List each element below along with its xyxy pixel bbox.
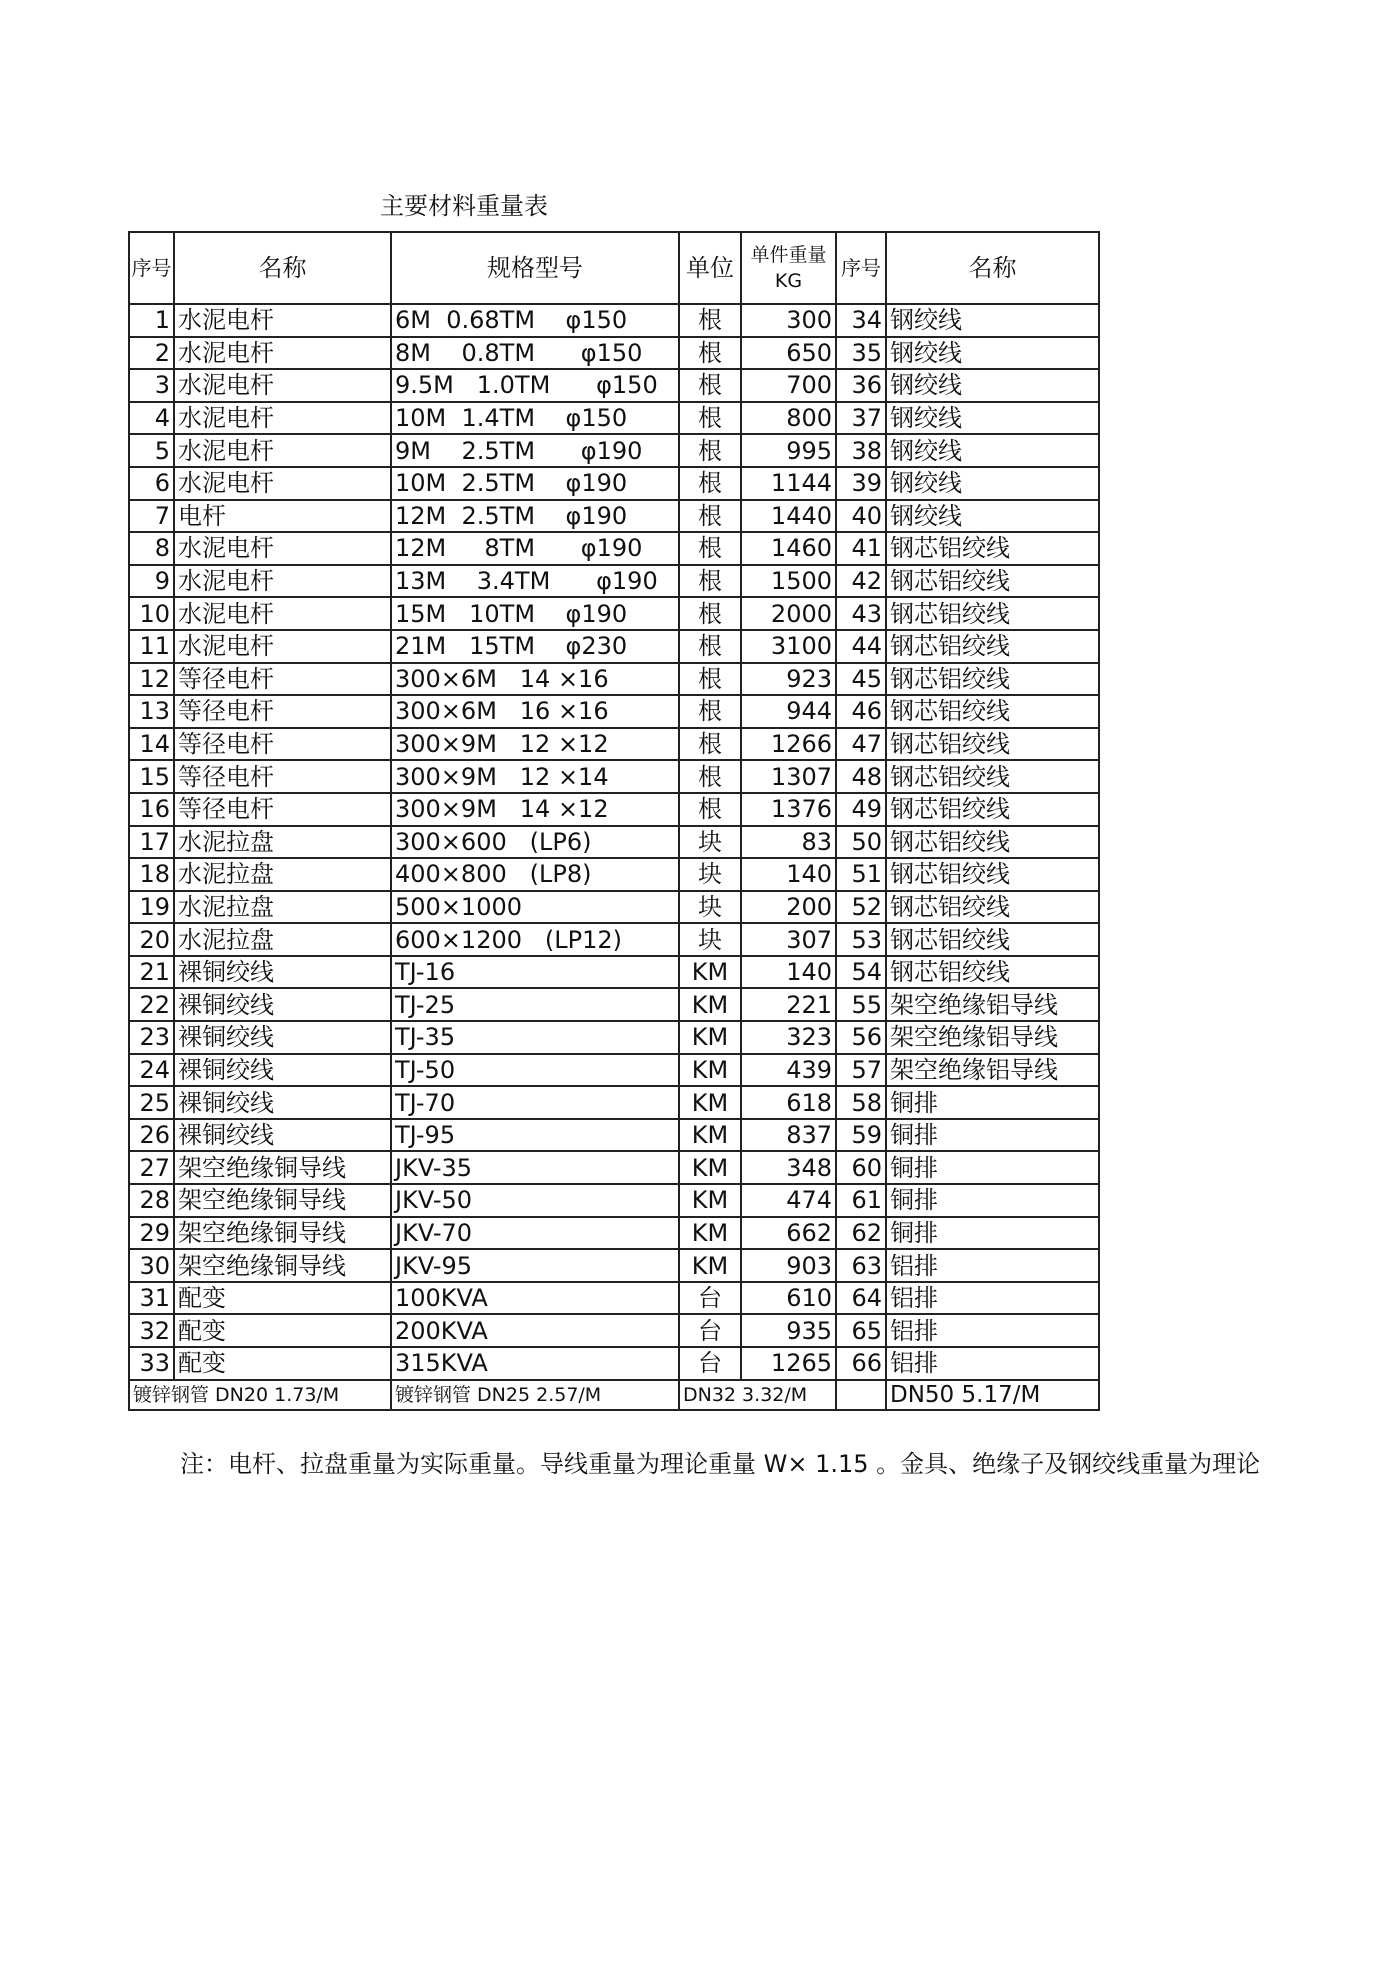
row-unit: 根: [679, 630, 741, 663]
row-name: 等径电杆: [174, 695, 391, 728]
row-name-2: 钢芯铝绞线: [886, 532, 1099, 565]
row-name-2: 铜排: [886, 1217, 1099, 1250]
row-weight: 474: [741, 1184, 836, 1217]
row-weight: 140: [741, 858, 836, 891]
row-spec: 21M 15TM φ230: [391, 630, 679, 663]
table-row: [129, 1347, 1099, 1380]
table-title: 主要材料重量表: [380, 192, 548, 220]
row-seq-2: 42: [836, 565, 886, 598]
row-name: 裸铜绞线: [174, 988, 391, 1021]
table-row: [129, 826, 1099, 859]
table-row: [129, 891, 1099, 924]
row-name-2: 钢绞线: [886, 337, 1099, 370]
table-row: [129, 956, 1099, 989]
header-row: [129, 232, 1099, 304]
row-seq: 14: [129, 728, 174, 761]
row-name-2: 铝排: [886, 1249, 1099, 1282]
row-seq: 27: [129, 1151, 174, 1184]
row-spec: TJ-25: [391, 988, 679, 1021]
row-spec: 300×9M 12 ×12: [391, 728, 679, 761]
row-spec: JKV-95: [391, 1249, 679, 1282]
row-name: 裸铜绞线: [174, 1086, 391, 1119]
row-spec: 10M 2.5TM φ190: [391, 467, 679, 500]
row-spec: 9.5M 1.0TM φ150: [391, 369, 679, 402]
row-seq-2: 48: [836, 760, 886, 793]
row-seq: 3: [129, 369, 174, 402]
row-seq-2: 35: [836, 337, 886, 370]
table-row: [129, 467, 1099, 500]
row-seq-2: 47: [836, 728, 886, 761]
table-row: [129, 304, 1099, 337]
row-weight: 1144: [741, 467, 836, 500]
table-row: [129, 402, 1099, 435]
row-name: 等径电杆: [174, 793, 391, 826]
row-spec: TJ-35: [391, 1021, 679, 1054]
row-unit: 根: [679, 532, 741, 565]
row-weight: 618: [741, 1086, 836, 1119]
row-spec: 300×9M 12 ×14: [391, 760, 679, 793]
row-weight: 323: [741, 1021, 836, 1054]
row-seq: 24: [129, 1054, 174, 1087]
row-weight: 1460: [741, 532, 836, 565]
row-seq-2: 41: [836, 532, 886, 565]
row-weight: 662: [741, 1217, 836, 1250]
footer-pipe-dn50: DN50 5.17/M: [886, 1380, 1099, 1410]
table-row: [129, 1184, 1099, 1217]
row-name: 架空绝缘铜导线: [174, 1151, 391, 1184]
row-name-2: 钢绞线: [886, 304, 1099, 337]
row-unit: 台: [679, 1282, 741, 1315]
table-row: [129, 1021, 1099, 1054]
row-unit: 根: [679, 304, 741, 337]
row-name: 水泥电杆: [174, 467, 391, 500]
table-row: [129, 1151, 1099, 1184]
row-unit: KM: [679, 1151, 741, 1184]
row-name-2: 钢芯铝绞线: [886, 565, 1099, 598]
row-spec: 9M 2.5TM φ190: [391, 434, 679, 467]
row-unit: 根: [679, 793, 741, 826]
footer-blank: [836, 1380, 886, 1410]
row-name-2: 钢绞线: [886, 434, 1099, 467]
row-name: 水泥电杆: [174, 630, 391, 663]
row-weight: 903: [741, 1249, 836, 1282]
header-seq: 序号: [129, 232, 174, 304]
row-name-2: 铝排: [886, 1282, 1099, 1315]
row-unit: 块: [679, 923, 741, 956]
row-name: 配变: [174, 1282, 391, 1315]
row-spec: JKV-50: [391, 1184, 679, 1217]
row-seq-2: 65: [836, 1314, 886, 1347]
footer-pipe-dn25: 镀锌钢管 DN25 2.57/M: [391, 1380, 679, 1410]
row-unit: 根: [679, 467, 741, 500]
row-weight: 1376: [741, 793, 836, 826]
row-unit: 根: [679, 402, 741, 435]
row-seq-2: 46: [836, 695, 886, 728]
header-name-2: 名称: [886, 232, 1099, 304]
table-row: [129, 1119, 1099, 1152]
row-name-2: 钢芯铝绞线: [886, 793, 1099, 826]
row-weight: 1265: [741, 1347, 836, 1380]
row-seq: 12: [129, 663, 174, 696]
row-seq-2: 61: [836, 1184, 886, 1217]
row-name-2: 架空绝缘铝导线: [886, 1021, 1099, 1054]
header-name: 名称: [174, 232, 391, 304]
row-unit: 块: [679, 826, 741, 859]
table-row: [129, 630, 1099, 663]
row-seq-2: 62: [836, 1217, 886, 1250]
row-name: 水泥拉盘: [174, 858, 391, 891]
row-weight: 307: [741, 923, 836, 956]
row-seq-2: 60: [836, 1151, 886, 1184]
row-spec: 315KVA: [391, 1347, 679, 1380]
table-row: [129, 1282, 1099, 1315]
row-seq-2: 53: [836, 923, 886, 956]
row-seq: 7: [129, 500, 174, 533]
row-seq: 16: [129, 793, 174, 826]
row-seq-2: 56: [836, 1021, 886, 1054]
row-unit: 根: [679, 760, 741, 793]
row-name-2: 钢绞线: [886, 369, 1099, 402]
row-weight: 2000: [741, 597, 836, 630]
table-row: [129, 1249, 1099, 1282]
row-spec: 300×600 (LP6): [391, 826, 679, 859]
footer-pipe-dn32: DN32 3.32/M: [679, 1380, 836, 1410]
row-weight: 1500: [741, 565, 836, 598]
row-spec: 15M 10TM φ190: [391, 597, 679, 630]
row-name: 裸铜绞线: [174, 956, 391, 989]
table-row: [129, 532, 1099, 565]
table-row: [129, 663, 1099, 696]
row-weight: 610: [741, 1282, 836, 1315]
row-name: 等径电杆: [174, 728, 391, 761]
table-row: [129, 1314, 1099, 1347]
row-name: 水泥电杆: [174, 565, 391, 598]
row-weight: 300: [741, 304, 836, 337]
row-seq: 1: [129, 304, 174, 337]
row-name-2: 架空绝缘铝导线: [886, 988, 1099, 1021]
row-weight: 1266: [741, 728, 836, 761]
row-seq-2: 39: [836, 467, 886, 500]
row-name-2: 铜排: [886, 1184, 1099, 1217]
row-seq: 25: [129, 1086, 174, 1119]
row-seq: 5: [129, 434, 174, 467]
row-unit: KM: [679, 1086, 741, 1119]
row-seq: 17: [129, 826, 174, 859]
row-name-2: 钢芯铝绞线: [886, 891, 1099, 924]
row-seq: 23: [129, 1021, 174, 1054]
table-row: [129, 793, 1099, 826]
row-name: 架空绝缘铜导线: [174, 1184, 391, 1217]
row-weight: 700: [741, 369, 836, 402]
table-body: [129, 304, 1099, 1380]
row-spec: JKV-70: [391, 1217, 679, 1250]
row-name-2: 钢芯铝绞线: [886, 956, 1099, 989]
row-unit: 块: [679, 858, 741, 891]
row-spec: 10M 1.4TM φ150: [391, 402, 679, 435]
row-weight: 944: [741, 695, 836, 728]
row-unit: 台: [679, 1314, 741, 1347]
row-seq-2: 58: [836, 1086, 886, 1119]
table-row: [129, 760, 1099, 793]
row-spec: 300×6M 14 ×16: [391, 663, 679, 696]
row-weight: 221: [741, 988, 836, 1021]
row-unit: 台: [679, 1347, 741, 1380]
row-seq-2: 38: [836, 434, 886, 467]
row-name: 水泥电杆: [174, 402, 391, 435]
row-unit: 根: [679, 663, 741, 696]
row-spec: 400×800 (LP8): [391, 858, 679, 891]
table-row: [129, 337, 1099, 370]
row-seq-2: 50: [836, 826, 886, 859]
row-weight: 348: [741, 1151, 836, 1184]
row-spec: 200KVA: [391, 1314, 679, 1347]
row-unit: 根: [679, 500, 741, 533]
header-unit: 单位: [679, 232, 741, 304]
row-name: 等径电杆: [174, 663, 391, 696]
row-seq: 6: [129, 467, 174, 500]
row-seq: 22: [129, 988, 174, 1021]
row-seq-2: 43: [836, 597, 886, 630]
row-spec: 6M 0.68TM φ150: [391, 304, 679, 337]
row-name: 水泥拉盘: [174, 826, 391, 859]
row-unit: 根: [679, 728, 741, 761]
row-unit: 根: [679, 337, 741, 370]
row-name: 水泥拉盘: [174, 891, 391, 924]
row-seq: 8: [129, 532, 174, 565]
row-seq-2: 54: [836, 956, 886, 989]
row-weight: 800: [741, 402, 836, 435]
row-name: 水泥电杆: [174, 369, 391, 402]
row-seq-2: 37: [836, 402, 886, 435]
row-seq: 2: [129, 337, 174, 370]
row-spec: 13M 3.4TM φ190: [391, 565, 679, 598]
row-name-2: 钢芯铝绞线: [886, 695, 1099, 728]
row-seq-2: 52: [836, 891, 886, 924]
header-spec: 规格型号: [391, 232, 679, 304]
row-seq: 21: [129, 956, 174, 989]
row-name-2: 钢绞线: [886, 500, 1099, 533]
table-row: [129, 500, 1099, 533]
table-row: [129, 597, 1099, 630]
table-row: [129, 695, 1099, 728]
row-spec: 500×1000: [391, 891, 679, 924]
row-weight: 923: [741, 663, 836, 696]
row-name: 裸铜绞线: [174, 1119, 391, 1152]
row-unit: KM: [679, 1184, 741, 1217]
row-name-2: 铝排: [886, 1347, 1099, 1380]
footnote: 注：电杆、拉盘重量为实际重量。导线重量为理论重量 W× 1.15 。金具、绝缘子及钢绞线重量为理论: [180, 1450, 1261, 1478]
row-name-2: 钢芯铝绞线: [886, 728, 1099, 761]
table-row: [129, 434, 1099, 467]
row-seq-2: 34: [836, 304, 886, 337]
row-weight: 3100: [741, 630, 836, 663]
row-name-2: 钢芯铝绞线: [886, 923, 1099, 956]
row-seq: 19: [129, 891, 174, 924]
row-name-2: 钢绞线: [886, 402, 1099, 435]
table-row: [129, 988, 1099, 1021]
row-spec: 600×1200 (LP12): [391, 923, 679, 956]
row-spec: 12M 2.5TM φ190: [391, 500, 679, 533]
row-seq: 13: [129, 695, 174, 728]
row-weight: 140: [741, 956, 836, 989]
row-seq-2: 55: [836, 988, 886, 1021]
row-unit: KM: [679, 1021, 741, 1054]
row-seq-2: 66: [836, 1347, 886, 1380]
row-seq: 31: [129, 1282, 174, 1315]
row-spec: 100KVA: [391, 1282, 679, 1315]
header-seq-2: 序号: [836, 232, 886, 304]
row-unit: KM: [679, 988, 741, 1021]
row-seq: 4: [129, 402, 174, 435]
table-row: [129, 565, 1099, 598]
row-seq: 30: [129, 1249, 174, 1282]
row-weight: 837: [741, 1119, 836, 1152]
row-seq-2: 59: [836, 1119, 886, 1152]
row-seq: 32: [129, 1314, 174, 1347]
row-name-2: 铝排: [886, 1314, 1099, 1347]
table-row: [129, 728, 1099, 761]
table-row: [129, 369, 1099, 402]
row-weight: 650: [741, 337, 836, 370]
row-seq-2: 44: [836, 630, 886, 663]
row-unit: KM: [679, 956, 741, 989]
row-weight: 995: [741, 434, 836, 467]
row-spec: TJ-16: [391, 956, 679, 989]
row-seq-2: 45: [836, 663, 886, 696]
row-unit: 根: [679, 597, 741, 630]
row-unit: 根: [679, 695, 741, 728]
row-spec: 300×6M 16 ×16: [391, 695, 679, 728]
footer-pipe-dn20: 镀锌钢管 DN20 1.73/M: [129, 1380, 391, 1410]
row-seq-2: 36: [836, 369, 886, 402]
row-seq-2: 40: [836, 500, 886, 533]
row-name: 电杆: [174, 500, 391, 533]
row-weight: 439: [741, 1054, 836, 1087]
row-unit: 块: [679, 891, 741, 924]
row-weight: 1440: [741, 500, 836, 533]
material-weight-table: [128, 231, 1100, 1411]
row-name-2: 钢芯铝绞线: [886, 826, 1099, 859]
header-weight: 单件重量KG: [741, 232, 836, 304]
row-name: 水泥电杆: [174, 532, 391, 565]
row-seq: 20: [129, 923, 174, 956]
row-seq: 11: [129, 630, 174, 663]
row-seq: 26: [129, 1119, 174, 1152]
row-unit: KM: [679, 1054, 741, 1087]
row-seq: 33: [129, 1347, 174, 1380]
row-unit: 根: [679, 565, 741, 598]
row-name: 配变: [174, 1347, 391, 1380]
row-weight: 83: [741, 826, 836, 859]
footer-row: [129, 1380, 1099, 1410]
row-seq: 18: [129, 858, 174, 891]
row-name-2: 铜排: [886, 1119, 1099, 1152]
row-name: 架空绝缘铜导线: [174, 1249, 391, 1282]
row-name-2: 钢芯铝绞线: [886, 663, 1099, 696]
row-spec: 8M 0.8TM φ150: [391, 337, 679, 370]
row-name-2: 钢芯铝绞线: [886, 858, 1099, 891]
row-weight: 1307: [741, 760, 836, 793]
row-unit: KM: [679, 1249, 741, 1282]
row-seq-2: 64: [836, 1282, 886, 1315]
row-name: 架空绝缘铜导线: [174, 1217, 391, 1250]
table-row: [129, 1054, 1099, 1087]
row-seq-2: 57: [836, 1054, 886, 1087]
row-name-2: 铜排: [886, 1151, 1099, 1184]
table-row: [129, 923, 1099, 956]
table-row: [129, 1086, 1099, 1119]
row-seq-2: 63: [836, 1249, 886, 1282]
row-name: 水泥电杆: [174, 337, 391, 370]
row-seq: 9: [129, 565, 174, 598]
row-spec: 12M 8TM φ190: [391, 532, 679, 565]
row-seq-2: 51: [836, 858, 886, 891]
row-unit: KM: [679, 1119, 741, 1152]
row-seq: 10: [129, 597, 174, 630]
row-name: 水泥电杆: [174, 597, 391, 630]
row-name: 裸铜绞线: [174, 1021, 391, 1054]
row-seq: 29: [129, 1217, 174, 1250]
row-seq-2: 49: [836, 793, 886, 826]
row-name-2: 钢绞线: [886, 467, 1099, 500]
row-weight: 935: [741, 1314, 836, 1347]
row-spec: TJ-50: [391, 1054, 679, 1087]
row-seq: 28: [129, 1184, 174, 1217]
row-name: 水泥电杆: [174, 304, 391, 337]
row-spec: 300×9M 14 ×12: [391, 793, 679, 826]
row-unit: 根: [679, 369, 741, 402]
row-name: 水泥电杆: [174, 434, 391, 467]
row-spec: JKV-35: [391, 1151, 679, 1184]
row-name-2: 钢芯铝绞线: [886, 760, 1099, 793]
row-name: 裸铜绞线: [174, 1054, 391, 1087]
row-name-2: 钢芯铝绞线: [886, 630, 1099, 663]
row-name: 水泥拉盘: [174, 923, 391, 956]
row-seq: 15: [129, 760, 174, 793]
row-unit: KM: [679, 1217, 741, 1250]
row-spec: TJ-95: [391, 1119, 679, 1152]
row-name-2: 架空绝缘铝导线: [886, 1054, 1099, 1087]
row-spec: TJ-70: [391, 1086, 679, 1119]
table-row: [129, 858, 1099, 891]
row-name-2: 铜排: [886, 1086, 1099, 1119]
table-row: [129, 1217, 1099, 1250]
row-name: 配变: [174, 1314, 391, 1347]
row-name: 等径电杆: [174, 760, 391, 793]
row-weight: 200: [741, 891, 836, 924]
row-unit: 根: [679, 434, 741, 467]
row-name-2: 钢芯铝绞线: [886, 597, 1099, 630]
